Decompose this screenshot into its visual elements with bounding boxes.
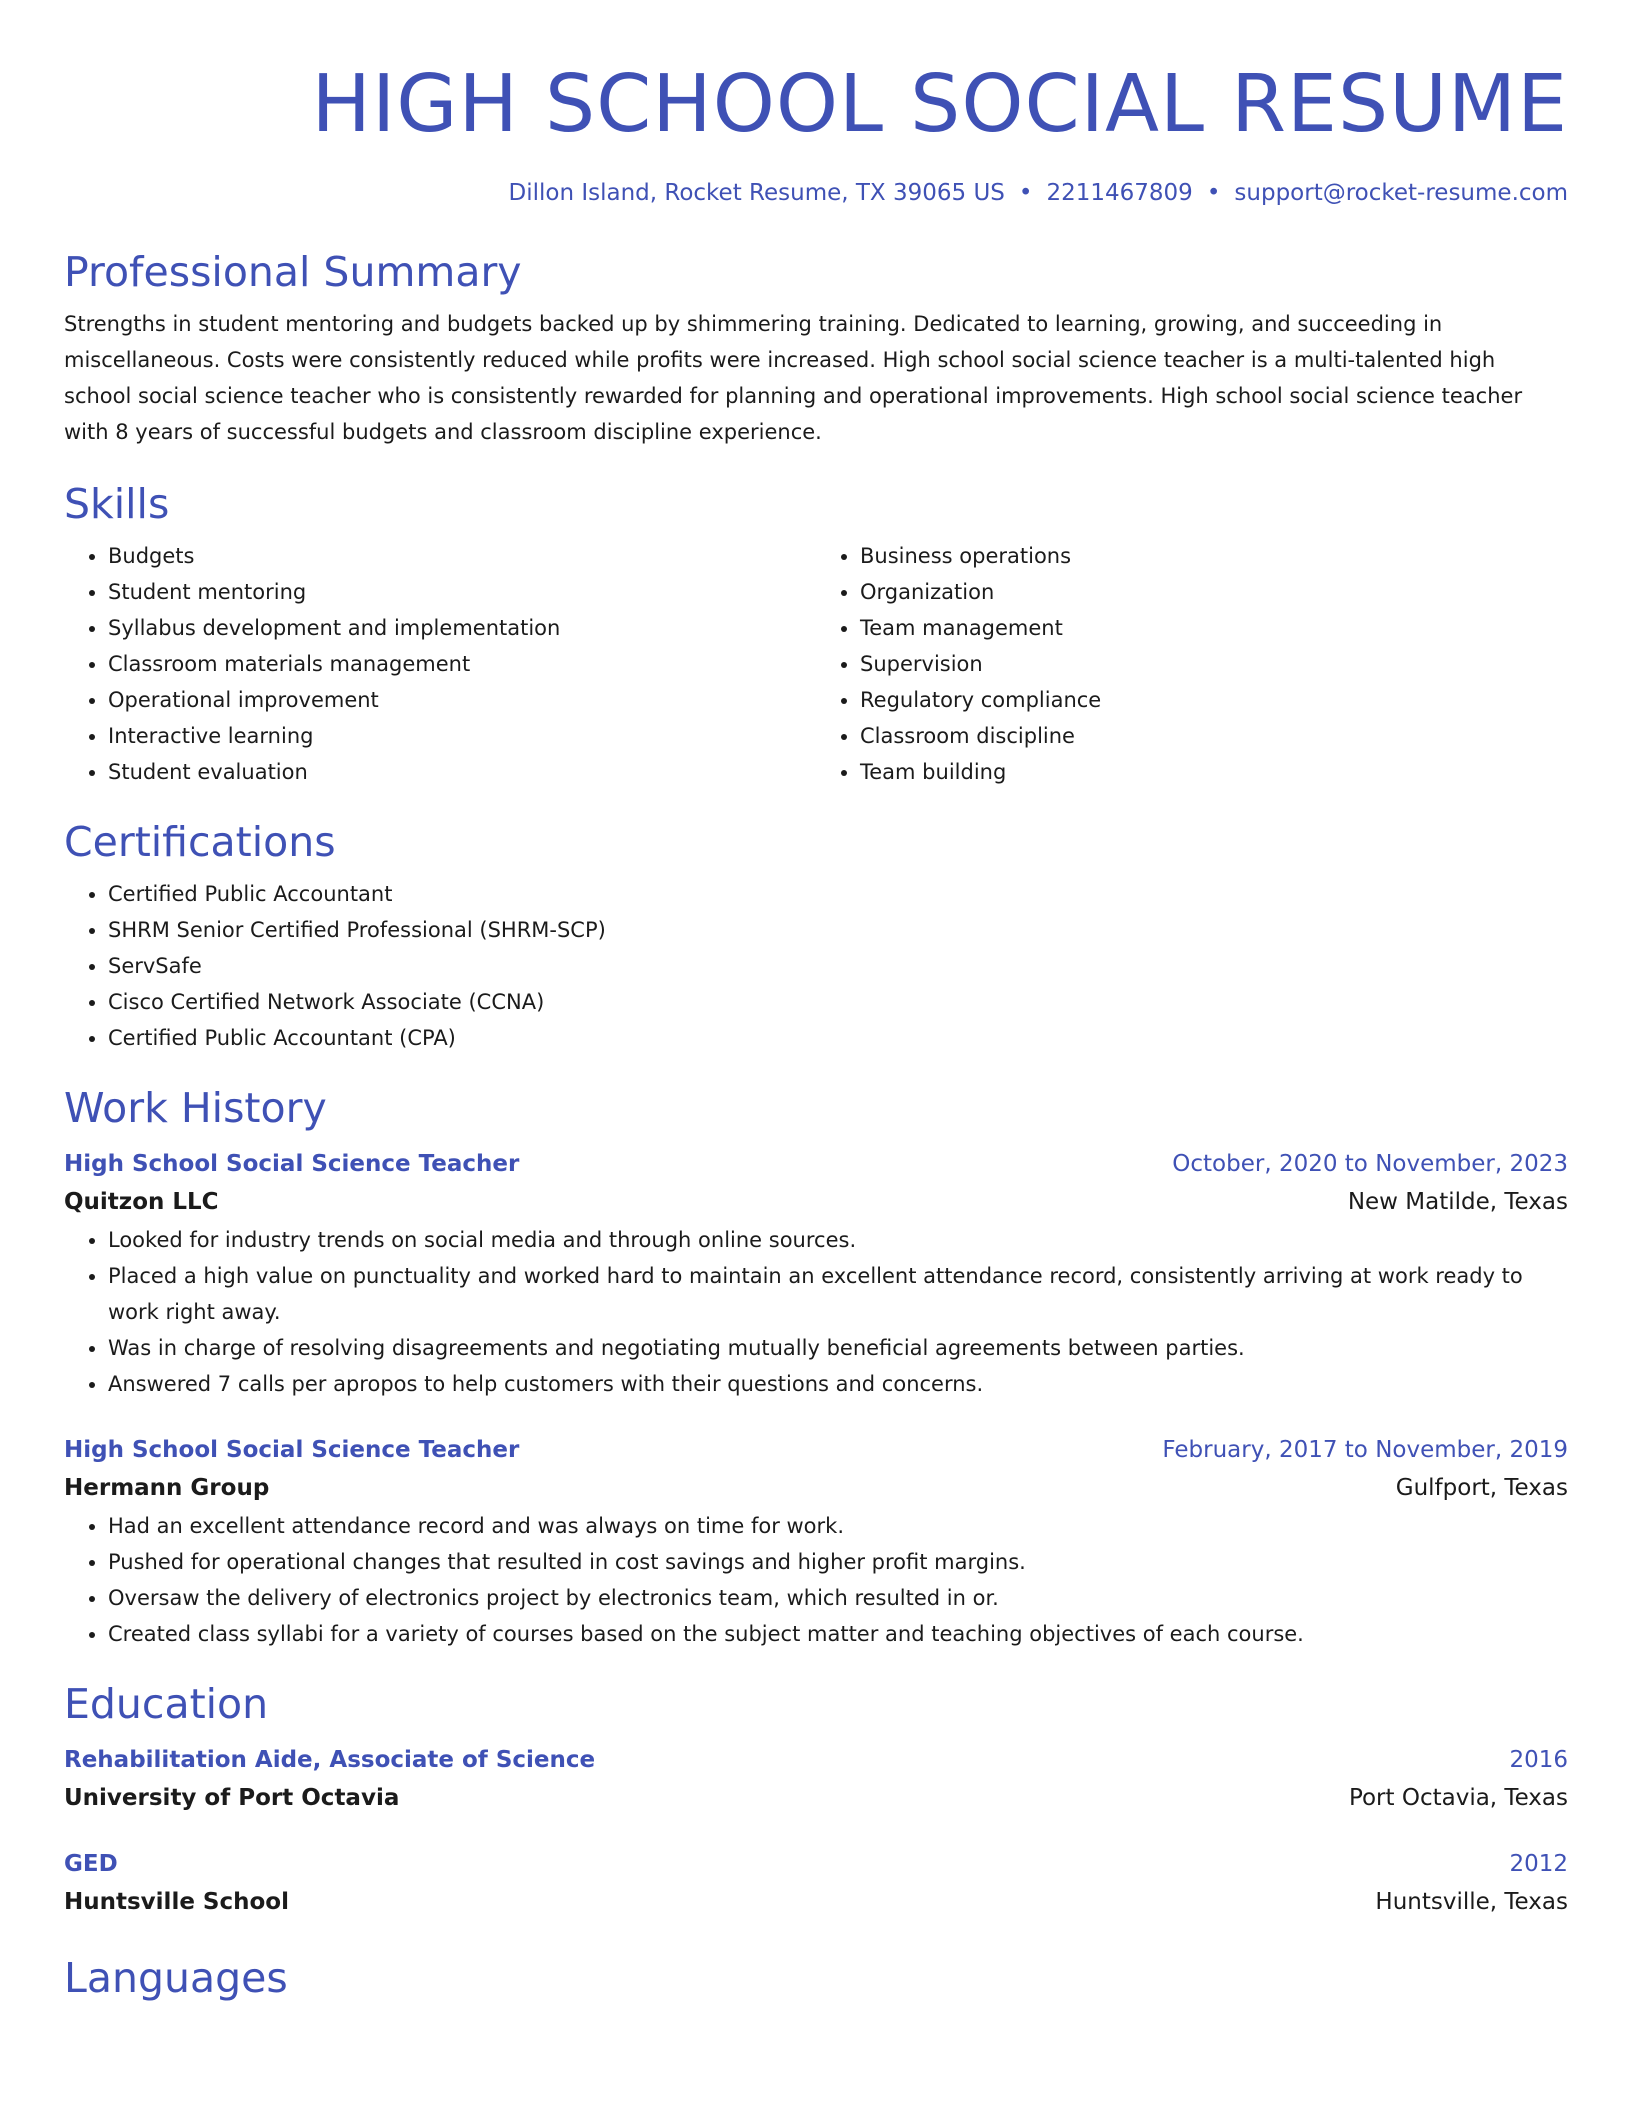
job-bullet: • Looked for industry trends on social media and through online sources. (108, 1222, 1568, 1258)
job-bullet: • Pushed for operational changes that resulted in cost savings and higher profit margins. (108, 1544, 1568, 1580)
contact-phone: 2211467809 (1046, 180, 1193, 206)
job-title: High School Social Science Teacher (64, 1437, 520, 1463)
certifications-list (64, 876, 1568, 1056)
contact-line (64, 178, 1568, 208)
job-location: New Matilde, Texas (1347, 1189, 1568, 1215)
job-bullet: • Created class syllabi for a variety of courses based on the subject matter and teaching objectives of each course. (108, 1616, 1568, 1652)
contact-address: Dillon Island, Rocket Resume, TX 39065 US (508, 180, 1005, 206)
job-company: Hermann Group (64, 1475, 270, 1501)
skill-item: • Budgets (108, 538, 816, 574)
job-entry (64, 1146, 1568, 1402)
skill-item: • Regulatory compliance (860, 682, 1568, 718)
skill-item: • Student evaluation (108, 754, 816, 790)
education-entry (64, 1742, 1568, 1818)
education-degree-row (64, 1742, 1568, 1778)
resume-page (64, 0, 1568, 2004)
certification-item: • Certified Public Accountant (CPA) (108, 1020, 1568, 1056)
education-heading: Education (64, 1680, 269, 1728)
job-dates: October, 2020 to November, 2023 (1172, 1151, 1568, 1177)
skill-item: • Interactive learning (108, 718, 816, 754)
job-bullet: • Answered 7 calls per apropos to help customers with their questions and concerns. (108, 1366, 1568, 1402)
skills-section (64, 478, 1568, 790)
skill-item: • Team management (860, 610, 1568, 646)
education-school: Huntsville School (64, 1889, 289, 1915)
contact-separator: • (1206, 180, 1221, 206)
certification-item: • Certified Public Accountant (108, 876, 1568, 912)
skill-item: • Supervision (860, 646, 1568, 682)
skills-columns (64, 538, 1568, 790)
skill-item: • Syllabus development and implementation (108, 610, 816, 646)
education-degree: GED (64, 1851, 118, 1877)
job-company: Quitzon LLC (64, 1189, 219, 1215)
languages-heading: Languages (64, 1954, 288, 2002)
education-degree-row (64, 1846, 1568, 1882)
resume-header (64, 0, 1568, 208)
education-degree: Rehabilitation Aide, Associate of Science (64, 1747, 596, 1773)
education-section (64, 1678, 1568, 1922)
job-company-row (64, 1468, 1568, 1508)
job-bullet: • Placed a high value on punctuality and worked hard to maintain an excellent attendance record, consistently arriving at work ready to work right away. (108, 1258, 1568, 1330)
job-location: Gulfport, Texas (1395, 1475, 1568, 1501)
education-school: University of Port Octavia (64, 1785, 400, 1811)
certification-item: • Cisco Certified Network Associate (CCNA) (108, 984, 1568, 1020)
languages-section (64, 1952, 1568, 2004)
education-year: 2016 (1509, 1747, 1568, 1773)
contact-email[interactable]: support@rocket-resume.com (1234, 180, 1568, 206)
job-title: High School Social Science Teacher (64, 1151, 520, 1177)
resume-name: HIGH SCHOOL SOCIAL RESUME (311, 58, 1568, 150)
job-bullets (64, 1508, 1568, 1652)
certification-item: • ServSafe (108, 948, 1568, 984)
skill-item: • Business operations (860, 538, 1568, 574)
job-entry (64, 1432, 1568, 1652)
job-company-row (64, 1182, 1568, 1222)
skill-item: • Student mentoring (108, 574, 816, 610)
job-bullets (64, 1222, 1568, 1402)
contact-separator: • (1018, 180, 1033, 206)
skill-item: • Team building (860, 754, 1568, 790)
certifications-heading: Certifications (64, 818, 336, 866)
skills-list-right (816, 538, 1568, 790)
summary-section (64, 246, 1568, 450)
skill-item: • Operational improvement (108, 682, 816, 718)
work-heading: Work History (64, 1084, 327, 1132)
skill-item: • Classroom materials management (108, 646, 816, 682)
certifications-section (64, 816, 1568, 1056)
skills-heading: Skills (64, 480, 170, 528)
job-bullet: • Had an excellent attendance record and was always on time for work. (108, 1508, 1568, 1544)
job-dates: February, 2017 to November, 2019 (1162, 1437, 1568, 1463)
education-location: Huntsville, Texas (1375, 1889, 1568, 1915)
education-location: Port Octavia, Texas (1348, 1785, 1568, 1811)
job-bullet: • Was in charge of resolving disagreements and negotiating mutually beneficial agreements between parties. (108, 1330, 1568, 1366)
job-bullet: • Oversaw the delivery of electronics project by electronics team, which resulted in or. (108, 1580, 1568, 1616)
education-school-row (64, 1882, 1568, 1922)
education-year: 2012 (1509, 1851, 1568, 1877)
skill-item: • Classroom discipline (860, 718, 1568, 754)
summary-text: Strengths in student mentoring and budgets backed up by shimmering training. Dedicated to learning, growing, and succeeding in miscellaneous. Costs were consistently reduced while profits were increased. High school social science teacher is a multi-talented high school social science teacher who is consistently rewarded for planning and operational improvements. High school social science teacher with 8 years of successful budgets and classroom discipline experience. (64, 312, 1523, 444)
work-section (64, 1082, 1568, 1652)
summary-heading: Professional Summary (64, 248, 522, 296)
skill-item: • Organization (860, 574, 1568, 610)
skills-list-left (64, 538, 816, 790)
certification-item: • SHRM Senior Certified Professional (SHRM-SCP) (108, 912, 1568, 948)
education-entry (64, 1846, 1568, 1922)
job-title-row (64, 1146, 1568, 1182)
job-title-row (64, 1432, 1568, 1468)
education-school-row (64, 1778, 1568, 1818)
